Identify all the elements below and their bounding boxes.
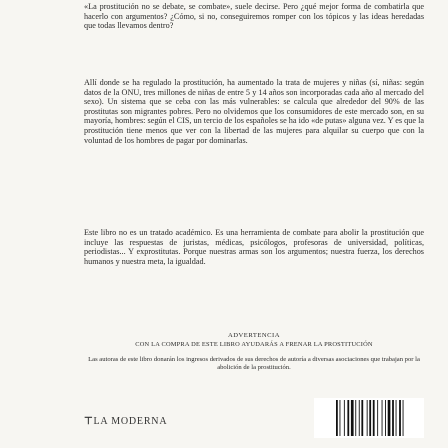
barcode-bar bbox=[367, 400, 368, 436]
barcode-bar bbox=[388, 400, 391, 436]
publisher-logo bbox=[84, 416, 167, 427]
barcode-bar bbox=[344, 400, 345, 436]
barcode-bar bbox=[392, 400, 394, 436]
barcode-bar bbox=[351, 400, 354, 436]
barcode-bar bbox=[336, 400, 338, 436]
barcode-bar bbox=[403, 400, 404, 436]
advert-subtitle: CON LA COMPRA DE ESTE LIBRO AYUDARÁS A FRENAR LA PROSTITUCIÓN bbox=[135, 341, 373, 349]
advert-block bbox=[84, 332, 424, 373]
barcode-bar bbox=[347, 400, 349, 436]
barcode-bar bbox=[359, 400, 360, 436]
body-paragraph-2: Este libro no es un tratado académico. Es una herramienta de combate para abolir la prostitución que incluye las respuestas de juristas, médicas, psicólogos, profesoras de universidad, políticas, periodistas... Y exprostitutas. Porque nuestras armas son los argumentos; nuestra fuerza, los derechos humanos y nuestra meta, la igualdad. bbox=[84, 228, 424, 266]
barcode-bar bbox=[385, 400, 386, 436]
publisher-mark-icon: ⊤ bbox=[84, 416, 94, 427]
barcode-bar bbox=[382, 400, 383, 436]
barcode-bar bbox=[377, 400, 378, 436]
body-paragraph-1: Allí donde se ha regulado la prostitución, ha aumentado la trata de mujeres y niñas (sí, niñas: según datos de la ONU, tres millones de niñas de entre 5 y 14 años son incorporadas cada año al mercado del sexo). Un sistema que se ceba con las más vulnerables: se calcula que alrededor del 90% de las prostitutas son migrantes pobres. Pero no olvidemos que los consumidores de este mercado son, en su mayoría, hombres: según el CIS, un tercio de los españoles se ha ido «de putas» alguna vez. Y es que la prostitución tiene menos que ver con la libertad de las mujeres para alquilar su cuerpo que con la voluntad de los hombres de pagar por dominarlas. bbox=[84, 78, 424, 145]
publisher-name: LA MODERNA bbox=[93, 416, 168, 427]
advert-note: Las autoras de este libro donarán los ingresos derivados de sus derechos de autoría a diversas asociaciones que trabajan por la abolición de la prostitución. bbox=[88, 355, 420, 372]
barcode-bar bbox=[373, 400, 375, 436]
barcode-bar bbox=[340, 400, 341, 436]
advert-title: ADVERTENCIA bbox=[228, 332, 280, 339]
barcode-bar bbox=[369, 400, 371, 436]
barcode-bar bbox=[355, 400, 356, 436]
barcode-bar bbox=[399, 400, 401, 436]
barcode-icon bbox=[314, 398, 424, 438]
barcode-bar bbox=[361, 400, 363, 436]
intro-paragraph: «La prostitución no se debate, se combate», suele decirse. Pero ¿qué mejor forma de combatirla que hacerlo con argumentos? ¿Cómo, si no, conseguiremos romper con los tópicos y las ideas heredadas que todas llevamos dentro? bbox=[84, 2, 424, 31]
footer bbox=[84, 398, 424, 442]
barcode bbox=[314, 398, 424, 438]
book-back-cover bbox=[14, 0, 434, 448]
barcode-bar bbox=[396, 400, 397, 436]
